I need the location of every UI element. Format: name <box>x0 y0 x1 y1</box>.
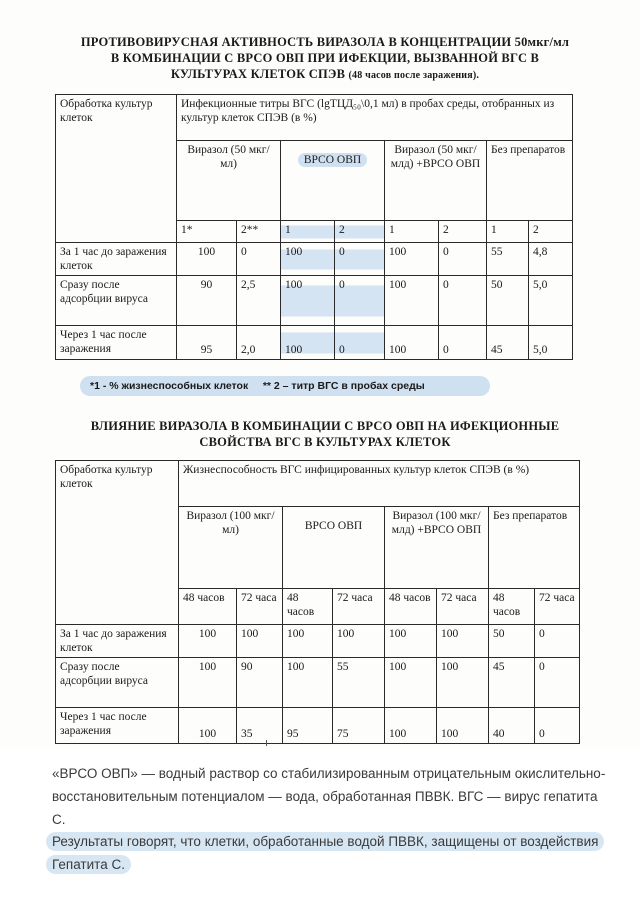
antiviral-titer-table <box>55 94 573 360</box>
table1-cell: 100 <box>385 326 439 360</box>
footnote-part-2: ** 2 – титр ВГС в пробах среды <box>262 380 425 392</box>
abbreviation-caption: «ВРСО ОВП» — водный раствор со стабилизированным отрицательным окислительно-восстановительным потенциалом — вода, обработанная ПВВК. ВГС — вирус гепатита С. <box>52 766 606 827</box>
table-row <box>56 326 573 360</box>
table2-cell: 95 <box>283 708 333 744</box>
conclusion-highlight: Результаты говорят, что клетки, обработанные водой ПВВК, защищены от воздействия Гепатита С. <box>46 832 604 874</box>
table1-sub: 1 <box>281 221 335 243</box>
table2-sub: 72 часа <box>237 589 283 625</box>
table2-group-none: Без препаратов <box>489 507 580 589</box>
table2-sub: 72 часа <box>437 589 489 625</box>
table1-group-vrso <box>281 141 385 221</box>
table1-sub: 2 <box>439 221 487 243</box>
table2-sub: 48 часов <box>385 589 437 625</box>
table2-cell: 0 <box>535 708 580 744</box>
table2-cell: 100 <box>385 708 437 744</box>
scan-artifact-mark <box>266 740 267 746</box>
table1-sub: 1* <box>177 221 237 243</box>
table2-cell: 100 <box>385 658 437 708</box>
table1-sub: 1 <box>487 221 529 243</box>
table2-cell: 100 <box>437 658 489 708</box>
table1-cell: 95 <box>177 326 237 360</box>
table2-cell: 100 <box>333 625 385 658</box>
table-row <box>56 708 580 744</box>
table2-cell: 100 <box>283 658 333 708</box>
table2-corner-header: Обработка культур клеток <box>56 461 179 625</box>
table1-title-suffix: (48 часов после заражения). <box>348 70 480 81</box>
table1-cell: 100 <box>281 243 335 276</box>
table1-group-combo: Виразол (50 мкг/млд) +ВРСО ОВП <box>385 141 487 221</box>
table1-cell: 5,0 <box>529 326 573 360</box>
table1-sub: 2** <box>237 221 281 243</box>
table2-cell: 55 <box>333 658 385 708</box>
table2-cell: 100 <box>179 658 237 708</box>
table2-sub: 48 часов <box>283 589 333 625</box>
table1-title-line-2: В КОМБИНАЦИИ С ВРСО ОВП ПРИ ИФЕКЦИИ, ВЫЗВАННОЙ ВГС В <box>110 51 540 65</box>
table1-span-header: Инфекционные титры ВГС (lgТЦД₅₀\0,1 мл) в пробах среды, отобранных из культур клеток СПЭВ (в %) <box>177 95 573 141</box>
table1-cell: 100 <box>385 276 439 326</box>
table1-sub: 1 <box>385 221 439 243</box>
table2-sub: 48 часов <box>179 589 237 625</box>
table2-row-label: За 1 час до заражения клеток <box>56 625 179 658</box>
table2-sub: 72 часа <box>333 589 385 625</box>
cell-viability-table <box>55 460 580 744</box>
table1-cell: 0 <box>237 243 281 276</box>
table2-cell: 0 <box>535 658 580 708</box>
table2-cell: 100 <box>237 625 283 658</box>
table2-sub: 72 часа <box>535 589 580 625</box>
conclusion-text <box>46 830 606 876</box>
table2-cell: 90 <box>237 658 283 708</box>
table1-cell: 90 <box>177 276 237 326</box>
table-row <box>56 625 580 658</box>
table2-cell: 100 <box>179 625 237 658</box>
table-row <box>56 658 580 708</box>
table2-cell: 50 <box>489 625 535 658</box>
table1-cell: 45 <box>487 326 529 360</box>
table2-cell: 100 <box>179 708 237 744</box>
table1-group-virazol: Виразол (50 мкг/мл) <box>177 141 281 221</box>
table1-cell: 55 <box>487 243 529 276</box>
table1-cell: 2,5 <box>237 276 281 326</box>
table-row <box>56 276 573 326</box>
table1-row-label: Сразу после адсорбции вируса <box>56 276 177 326</box>
table2-title <box>40 418 610 450</box>
table2-cell: 100 <box>385 625 437 658</box>
table1-row-label: За 1 час до заражения клеток <box>56 243 177 276</box>
table2-cell: 0 <box>535 625 580 658</box>
table2-row-label: Сразу после адсорбции вируса <box>56 658 179 708</box>
table2-cell: 100 <box>283 625 333 658</box>
table2-span-header: Жизнеспособность ВГС инфицированных культур клеток СПЭВ (в %) <box>179 461 580 507</box>
table1-title <box>40 34 610 84</box>
table2-title-line-1: ВЛИЯНИЕ ВИРАЗОЛА В КОМБИНАЦИИ С ВРСО ОВП НА ИФЕКЦИОННЫЕ <box>90 419 560 433</box>
table2-group-virazol: Виразол (100 мкг/мл) <box>179 507 283 589</box>
table1-corner-header: Обработка культур клеток <box>56 95 177 243</box>
table2-cell: 35 <box>237 708 283 744</box>
table2-cell: 100 <box>437 708 489 744</box>
table1-footnote <box>80 376 490 396</box>
table1-cell: 0 <box>335 326 385 360</box>
table1-cell: 50 <box>487 276 529 326</box>
table1-cell: 100 <box>177 243 237 276</box>
table1-cell: 0 <box>439 243 487 276</box>
table-row <box>56 243 573 276</box>
table2-cell: 40 <box>489 708 535 744</box>
table2-title-line-2: СВОЙСТВА ВГС В КУЛЬТУРАХ КЛЕТОК <box>199 435 451 449</box>
table1-title-line-3 <box>40 66 610 84</box>
table1-row-label: Через 1 час после заражения <box>56 326 177 360</box>
table2-group-vrso: ВРСО ОВП <box>283 507 385 589</box>
table1-cell: 0 <box>335 276 385 326</box>
table1-cell: 100 <box>281 326 335 360</box>
table1-cell: 2,0 <box>237 326 281 360</box>
table1-sub: 2 <box>335 221 385 243</box>
table2-sub: 48 часов <box>489 589 535 625</box>
table1-title-line-3-text: КУЛЬТУРАХ КЛЕТОК СПЭВ <box>170 67 346 81</box>
table2-cell: 45 <box>489 658 535 708</box>
table2-cell: 100 <box>437 625 489 658</box>
table2-group-combo: Виразол (100 мкг/млд) +ВРСО ОВП <box>385 507 489 589</box>
table1-group-none: Без препаратов <box>487 141 573 221</box>
table2-row-label: Через 1 час после заражения <box>56 708 179 744</box>
footnote-part-1: *1 - % жизнеспособных клеток <box>90 380 249 392</box>
table1-cell: 0 <box>335 243 385 276</box>
table1-cell: 0 <box>439 276 487 326</box>
table1-group-vrso-label: ВРСО ОВП <box>298 153 367 167</box>
table1-title-line-1: ПРОТИВОВИРУСНАЯ АКТИВНОСТЬ ВИРАЗОЛА В КОНЦЕНТРАЦИИ 50мкг/мл <box>80 35 570 49</box>
table1-cell: 100 <box>281 276 335 326</box>
table1-sub: 2 <box>529 221 573 243</box>
table1-cell: 5,0 <box>529 276 573 326</box>
table2-cell: 75 <box>333 708 385 744</box>
table1-cell: 0 <box>439 326 487 360</box>
table1-cell: 100 <box>385 243 439 276</box>
table1-cell: 4,8 <box>529 243 573 276</box>
